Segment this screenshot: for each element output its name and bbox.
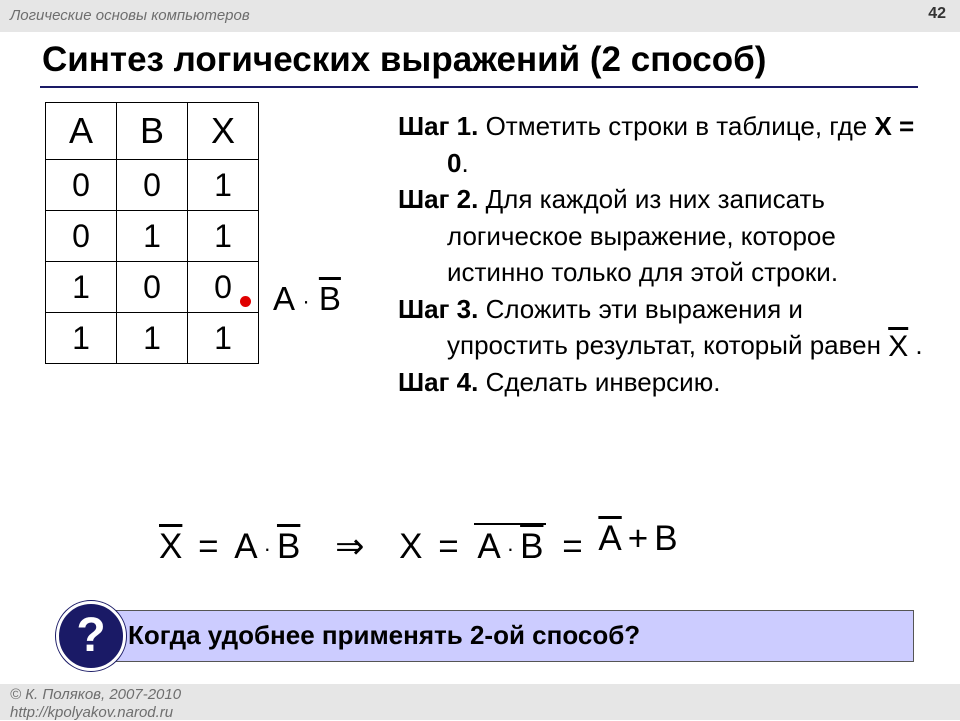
footer (0, 684, 960, 720)
marked-row-expression (273, 280, 341, 318)
question-icon: ? (56, 601, 126, 671)
table-cell: 1 (117, 211, 188, 262)
formula-a: A (234, 527, 258, 566)
formula-not-x: $\overline{X}$ (159, 527, 183, 566)
expr-not-b: $\overline{B}$ (318, 280, 341, 317)
formula-equals: = (438, 527, 459, 566)
table-cell: 1 (188, 313, 259, 364)
step-text: Отметить строки в таблице, где (485, 111, 875, 141)
step-bold-text: X = 0 (447, 111, 915, 178)
formula-a: A (477, 527, 501, 566)
column-header-b: B (117, 103, 188, 160)
footer-url-link[interactable]: http://kpolyakov.narod.ru (10, 704, 174, 721)
steps-list (398, 108, 928, 400)
row-marker-dot-icon (240, 296, 251, 307)
step-text: Сложить эти выражения и упростить результат, который равен (447, 293, 889, 360)
formula-not-b: $\overline{B}$ (276, 527, 301, 566)
table-cell: 1 (46, 313, 117, 364)
table-cell: 1 (46, 262, 117, 313)
table-cell: 0 (117, 262, 188, 313)
step-3 (398, 291, 928, 364)
truth-table (45, 102, 259, 364)
slide-number: 42 (928, 5, 946, 22)
step-text: Для каждой из них записать логическое выражение, которое истинно только для этой строки. (447, 184, 839, 287)
step-not-x: $\overline{X}$ (888, 330, 909, 363)
table-cell: 1 (117, 313, 188, 364)
step-punct: . (908, 330, 923, 360)
step-label: Шаг 1. (398, 111, 479, 141)
course-title: Логические основы компьютеров (10, 7, 250, 24)
column-header-x: X (188, 103, 259, 160)
table-cell: 1 (188, 160, 259, 211)
truth-table-header-row (46, 103, 259, 160)
implies-arrow-icon: ⇒ (335, 527, 365, 566)
slide-title: Синтез логических выражений (2 способ) (42, 40, 767, 79)
expr-and-dot: · (302, 288, 310, 314)
table-cell: 0 (117, 160, 188, 211)
formula-dot: · (263, 535, 271, 561)
expr-a: A (273, 280, 294, 317)
table-row (46, 211, 259, 262)
step-label: Шаг 3. (398, 293, 479, 324)
step-label: Шаг 2. (398, 184, 479, 214)
step-text: Сделать инверсию. (485, 366, 721, 397)
table-cell: 0 (46, 211, 117, 262)
formula-dot: · (506, 535, 515, 561)
formula-x: X (399, 527, 423, 566)
step-punct: . (461, 147, 469, 178)
step-2 (398, 181, 928, 291)
formula-plus: + (627, 519, 649, 558)
formula-equals: = (198, 527, 219, 566)
formula-not-b: $\overline{B}$ (520, 527, 544, 566)
table-cell: 0 (46, 160, 117, 211)
top-bar (0, 0, 960, 32)
table-row-marked (46, 262, 259, 313)
formula-equals: = (562, 527, 583, 566)
footer-copyright: © К. Поляков, 2007-2010 (10, 686, 182, 703)
formula-b: B (654, 519, 678, 558)
step-1 (398, 108, 928, 181)
title-divider (40, 86, 918, 88)
formula-not-a: $\overline{A}$ (598, 519, 622, 558)
table-cell: 1 (188, 211, 259, 262)
step-4 (398, 364, 928, 401)
column-header-a: A (46, 103, 117, 160)
table-cell: 0 (188, 262, 259, 313)
table-row (46, 313, 259, 364)
question-text: Когда удобнее применять 2-ой способ? (128, 620, 641, 650)
table-row (46, 160, 259, 211)
formula-negated-product (474, 527, 546, 567)
step-label: Шаг 4. (398, 366, 479, 397)
derivation-formula (156, 519, 681, 567)
